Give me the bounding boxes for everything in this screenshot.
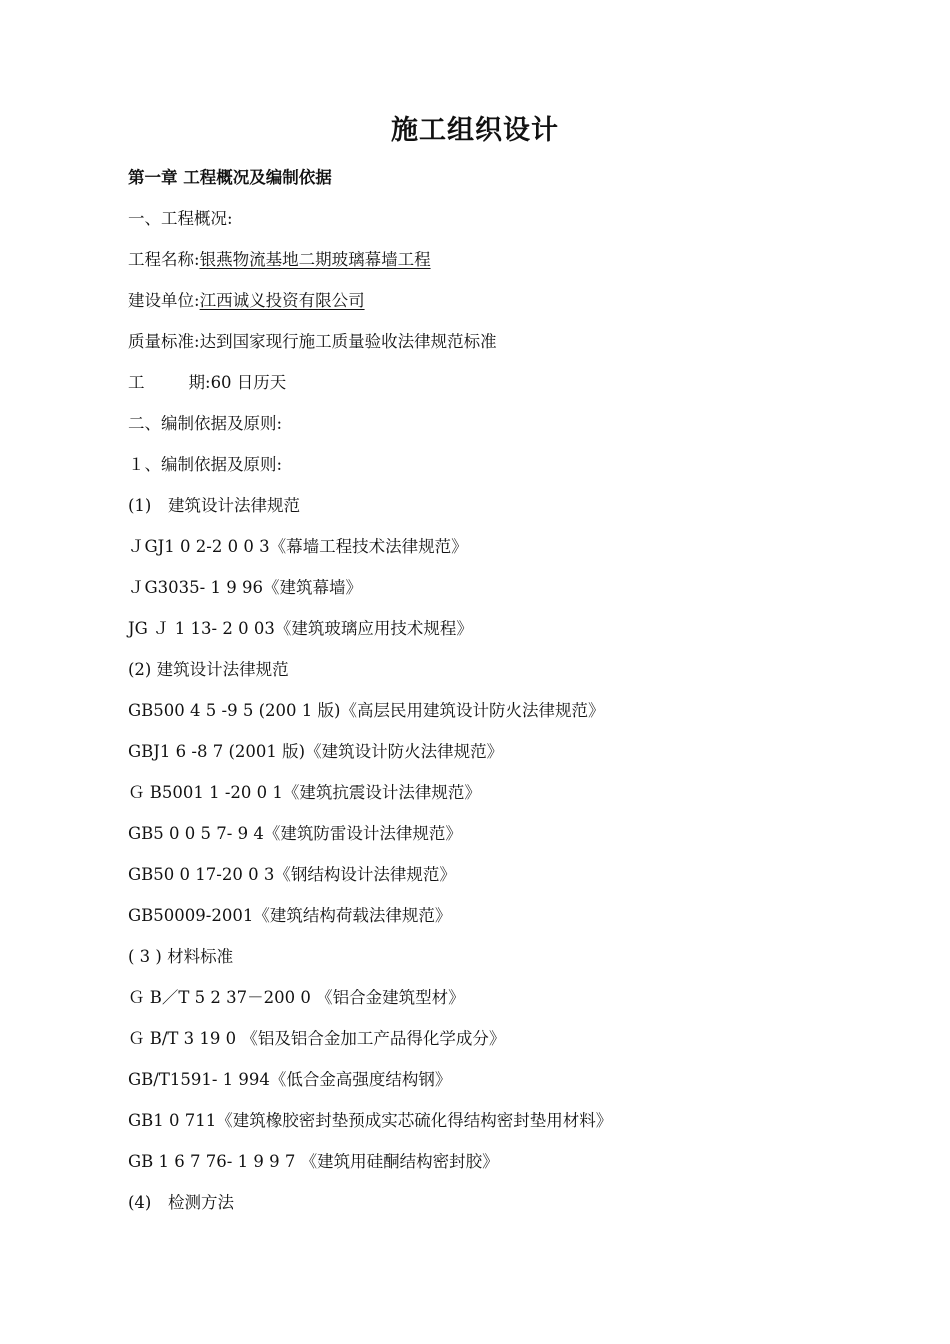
section-basis-heading: 二、编制依据及原则:	[128, 414, 283, 433]
list-item: JG Ｊ 1 13- 2 0 03《建筑玻璃应用技术规程》	[128, 619, 473, 638]
duration-label-b: 期:	[188, 373, 211, 392]
project-name-label: 工程名称:	[128, 250, 200, 269]
group4-heading-text: 检测方法	[168, 1193, 234, 1212]
list-item: GB1 0 711《建筑橡胶密封垫预成实芯硫化得结构密封垫用材料》	[128, 1111, 613, 1130]
list-item: ＪG3035- 1 9 96《建筑幕墙》	[128, 578, 362, 597]
list-item: GB/T1591- 1 994《低合金高强度结构钢》	[128, 1070, 452, 1089]
quality-line	[128, 330, 497, 354]
chapter-heading: 第一章 工程概况及编制依据	[128, 168, 332, 187]
list-item: Ｇ B/T 3 19 0 《铝及铝合金加工产品得化学成分》	[128, 1029, 506, 1048]
project-name-line	[128, 248, 431, 272]
group3-heading: ( 3 ) 材料标准	[128, 947, 234, 966]
group1-marker: (1)	[128, 496, 152, 515]
group1-heading-text: 建筑设计法律规范	[168, 496, 300, 515]
client-line	[128, 289, 365, 313]
project-name-value: 银燕物流基地二期玻璃幕墙工程	[199, 250, 431, 269]
subsection-basis-heading: １、编制依据及原则:	[128, 455, 283, 474]
group4-heading	[128, 1191, 234, 1215]
quality-value: 达到国家现行施工质量验收法律规范标准	[199, 332, 497, 351]
list-item: GB50009-2001《建筑结构荷载法律规范》	[128, 906, 452, 925]
list-item: GB5 0 0 5 7- 9 4《建筑防雷设计法律规范》	[128, 824, 462, 843]
document-title: 施工组织设计	[391, 115, 559, 146]
list-item: GB500 4 5 -9 5 (200 1 版)《高层民用建筑设计防火法律规范》	[128, 701, 605, 720]
duration-label-a: 工	[128, 373, 145, 392]
client-value: 江西诚义投资有限公司	[199, 291, 365, 310]
list-item: Ｇ B5001 1 -20 0 1《建筑抗震设计法律规范》	[128, 783, 481, 802]
list-item: GB50 0 17-20 0 3《钢结构设计法律规范》	[128, 865, 456, 884]
client-label: 建设单位:	[128, 291, 200, 310]
section-overview-heading: 一、工程概况:	[128, 209, 233, 228]
list-item: Ｇ B／T 5 2 37－200 0 《铝合金建筑型材》	[128, 988, 465, 1007]
list-item: ＪGJ1 0 2-2 0 0 3《幕墙工程技术法律规范》	[128, 537, 468, 556]
quality-label: 质量标准:	[128, 332, 200, 351]
duration-line	[128, 371, 286, 395]
group4-marker: (4)	[128, 1193, 152, 1212]
list-item: GBJ1 6 -8 7 (2001 版)《建筑设计防火法律规范》	[128, 742, 504, 761]
duration-value: 60 日历天	[210, 373, 287, 392]
list-item: GB 1 6 7 76- 1 9 9 7 《建筑用硅酮结构密封胶》	[128, 1152, 499, 1171]
group2-heading: (2) 建筑设计法律规范	[128, 660, 289, 679]
group1-heading	[128, 494, 300, 518]
